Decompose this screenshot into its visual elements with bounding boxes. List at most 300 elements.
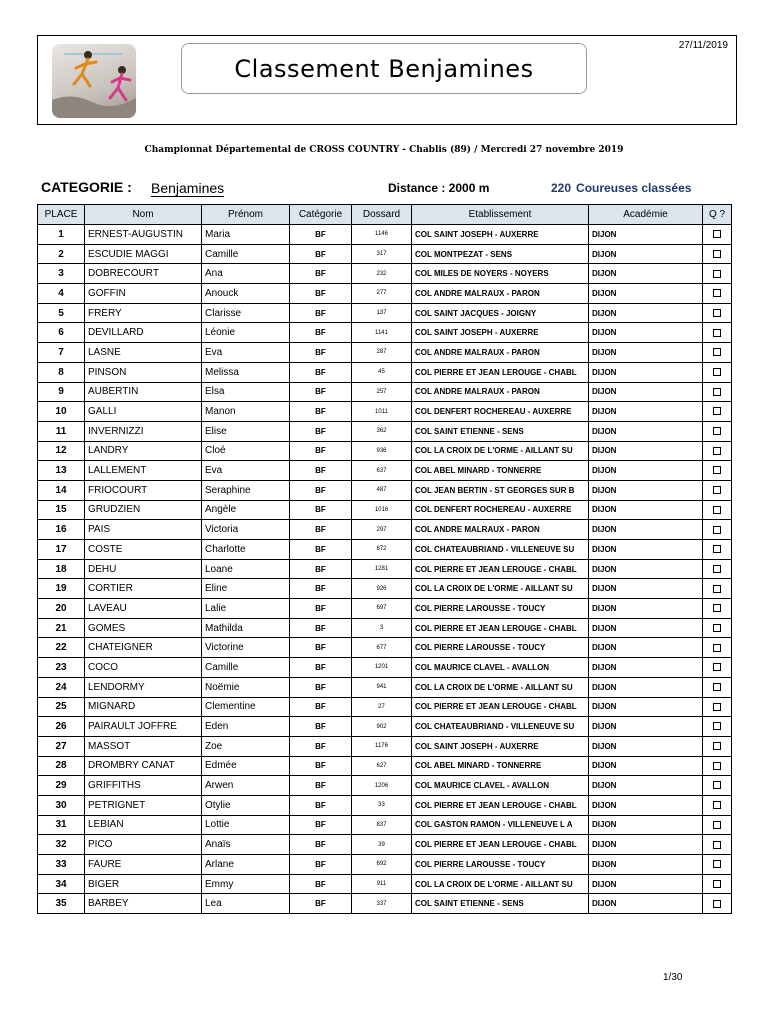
cell-etab: COL ANDRE MALRAUX - PARON xyxy=(412,343,589,363)
table-row xyxy=(38,461,732,481)
cell-acad: DIJON xyxy=(589,244,703,264)
cell-nom: LENDORMY xyxy=(85,677,202,697)
cell-nom: DEVILLARD xyxy=(85,323,202,343)
cell-qualif xyxy=(703,658,732,678)
col-categorie-header: Catégorie xyxy=(290,205,352,225)
cell-nom: AUBERTIN xyxy=(85,382,202,402)
table-header-row xyxy=(38,205,732,225)
cell-prenom: Victoria xyxy=(202,520,290,540)
cell-nom: PICO xyxy=(85,835,202,855)
cell-etab: COL CHATEAUBRIAND - VILLENEUVE SU xyxy=(412,540,589,560)
cell-nom: BARBEY xyxy=(85,894,202,914)
cell-qualif xyxy=(703,264,732,284)
table-row xyxy=(38,677,732,697)
cell-prenom: Victorine xyxy=(202,638,290,658)
table-row xyxy=(38,421,732,441)
table-row xyxy=(38,835,732,855)
category-label: CATEGORIE : xyxy=(41,179,132,195)
cell-place: 32 xyxy=(38,835,85,855)
cell-dossard: 627 xyxy=(352,756,412,776)
cell-acad: DIJON xyxy=(589,421,703,441)
cell-place: 14 xyxy=(38,480,85,500)
col-qualif-header: Q ? xyxy=(703,205,732,225)
cell-cat: BF xyxy=(290,520,352,540)
cell-place: 26 xyxy=(38,717,85,737)
table-row xyxy=(38,638,732,658)
cell-acad: DIJON xyxy=(589,461,703,481)
cell-qualif xyxy=(703,323,732,343)
cell-place: 28 xyxy=(38,756,85,776)
cell-place: 9 xyxy=(38,382,85,402)
cell-qualif xyxy=(703,717,732,737)
cell-nom: LAVEAU xyxy=(85,599,202,619)
cell-etab: COL PIERRE LAROUSSE - TOUCY xyxy=(412,855,589,875)
cell-prenom: Anouck xyxy=(202,284,290,304)
cell-prenom: Eva xyxy=(202,461,290,481)
cell-nom: FRIOCOURT xyxy=(85,480,202,500)
cell-cat: BF xyxy=(290,264,352,284)
table-row xyxy=(38,303,732,323)
cell-acad: DIJON xyxy=(589,835,703,855)
cell-qualif xyxy=(703,638,732,658)
cell-nom: ESCUDIE MAGGI xyxy=(85,244,202,264)
cell-place: 27 xyxy=(38,736,85,756)
cell-acad: DIJON xyxy=(589,264,703,284)
cell-etab: COL SAINT JOSEPH - AUXERRE xyxy=(412,736,589,756)
cell-dossard: 1281 xyxy=(352,559,412,579)
cell-dossard: 277 xyxy=(352,284,412,304)
cell-qualif xyxy=(703,776,732,796)
cell-nom: ERNEST-AUGUSTIN xyxy=(85,225,202,245)
table-row xyxy=(38,402,732,422)
cell-dossard: 697 xyxy=(352,599,412,619)
cell-cat: BF xyxy=(290,441,352,461)
cell-prenom: Arwen xyxy=(202,776,290,796)
cell-acad: DIJON xyxy=(589,697,703,717)
cell-place: 22 xyxy=(38,638,85,658)
cell-acad: DIJON xyxy=(589,756,703,776)
cell-acad: DIJON xyxy=(589,343,703,363)
table-row xyxy=(38,776,732,796)
cell-place: 1 xyxy=(38,225,85,245)
cell-nom: LEBIAN xyxy=(85,815,202,835)
cell-acad: DIJON xyxy=(589,382,703,402)
cell-nom: PETRIGNET xyxy=(85,795,202,815)
qualif-checkbox[interactable] xyxy=(713,250,721,258)
cell-acad: DIJON xyxy=(589,717,703,737)
cell-etab: COL LA CROIX DE L'ORME - AILLANT SU xyxy=(412,677,589,697)
qualif-checkbox[interactable] xyxy=(713,604,721,612)
cell-qualif xyxy=(703,480,732,500)
table-row xyxy=(38,362,732,382)
col-etablissement-header: Etablissement xyxy=(412,205,589,225)
cell-place: 24 xyxy=(38,677,85,697)
qualif-checkbox[interactable] xyxy=(713,526,721,534)
cell-cat: BF xyxy=(290,638,352,658)
cell-prenom: Elsa xyxy=(202,382,290,402)
table-row xyxy=(38,264,732,284)
qualif-checkbox[interactable] xyxy=(713,486,721,494)
cell-cat: BF xyxy=(290,855,352,875)
cell-dossard: 1016 xyxy=(352,500,412,520)
cell-nom: LASNE xyxy=(85,343,202,363)
cell-nom: COSTE xyxy=(85,540,202,560)
qualif-checkbox[interactable] xyxy=(713,447,721,455)
header-box xyxy=(37,35,737,125)
cell-place: 11 xyxy=(38,421,85,441)
cell-place: 3 xyxy=(38,264,85,284)
cell-dossard: 487 xyxy=(352,480,412,500)
cell-prenom: Emmy xyxy=(202,874,290,894)
cell-nom: PINSON xyxy=(85,362,202,382)
cell-place: 30 xyxy=(38,795,85,815)
cell-qualif xyxy=(703,461,732,481)
cell-nom: DEHU xyxy=(85,559,202,579)
cell-nom: GOMES xyxy=(85,618,202,638)
qualif-checkbox[interactable] xyxy=(713,860,721,868)
cell-dossard: 677 xyxy=(352,638,412,658)
cell-nom: PAIS xyxy=(85,520,202,540)
cell-cat: BF xyxy=(290,461,352,481)
cell-nom: LALLEMENT xyxy=(85,461,202,481)
qualif-checkbox[interactable] xyxy=(713,781,721,789)
cell-qualif xyxy=(703,540,732,560)
cell-etab: COL GASTON RAMON - VILLENEUVE L A xyxy=(412,815,589,835)
cell-cat: BF xyxy=(290,795,352,815)
cell-dossard: 941 xyxy=(352,677,412,697)
qualif-checkbox[interactable] xyxy=(713,624,721,632)
cell-nom: COCO xyxy=(85,658,202,678)
cell-nom: DROMBRY CANAT xyxy=(85,756,202,776)
cell-dossard: 692 xyxy=(352,855,412,875)
cell-cat: BF xyxy=(290,874,352,894)
cell-qualif xyxy=(703,599,732,619)
qualif-checkbox[interactable] xyxy=(713,585,721,593)
qualif-checkbox[interactable] xyxy=(713,762,721,770)
table-row xyxy=(38,756,732,776)
table-row xyxy=(38,244,732,264)
table-row xyxy=(38,658,732,678)
cell-etab: COL PIERRE LAROUSSE - TOUCY xyxy=(412,599,589,619)
cell-cat: BF xyxy=(290,579,352,599)
distance-label: Distance : 2000 m xyxy=(388,181,490,195)
cell-acad: DIJON xyxy=(589,579,703,599)
col-prenom-header: Prénom xyxy=(202,205,290,225)
table-row xyxy=(38,323,732,343)
cell-dossard: 287 xyxy=(352,343,412,363)
page-number: 1/30 xyxy=(663,972,683,983)
cell-prenom: Manon xyxy=(202,402,290,422)
cell-acad: DIJON xyxy=(589,894,703,914)
cell-cat: BF xyxy=(290,677,352,697)
cell-qualif xyxy=(703,618,732,638)
cell-cat: BF xyxy=(290,756,352,776)
cell-etab: COL PIERRE ET JEAN LEROUGE - CHABL xyxy=(412,618,589,638)
cell-prenom: Cloé xyxy=(202,441,290,461)
cell-cat: BF xyxy=(290,500,352,520)
cell-etab: COL ANDRE MALRAUX - PARON xyxy=(412,520,589,540)
cell-place: 20 xyxy=(38,599,85,619)
cell-acad: DIJON xyxy=(589,520,703,540)
cell-dossard: 936 xyxy=(352,441,412,461)
cell-acad: DIJON xyxy=(589,795,703,815)
col-nom-header: Nom xyxy=(85,205,202,225)
cell-dossard: 362 xyxy=(352,421,412,441)
cell-cat: BF xyxy=(290,618,352,638)
table-row xyxy=(38,520,732,540)
cell-qualif xyxy=(703,402,732,422)
cell-nom: GOFFIN xyxy=(85,284,202,304)
cell-acad: DIJON xyxy=(589,225,703,245)
cell-nom: DOBRECOURT xyxy=(85,264,202,284)
qualif-checkbox[interactable] xyxy=(713,270,721,278)
qualif-checkbox[interactable] xyxy=(713,348,721,356)
qualif-checkbox[interactable] xyxy=(713,900,721,908)
cell-etab: COL LA CROIX DE L'ORME - AILLANT SU xyxy=(412,441,589,461)
qualif-checkbox[interactable] xyxy=(713,722,721,730)
qualif-checkbox[interactable] xyxy=(713,683,721,691)
col-place-header: PLACE xyxy=(38,205,85,225)
cell-etab: COL DENFERT ROCHEREAU - AUXERRE xyxy=(412,402,589,422)
cell-place: 35 xyxy=(38,894,85,914)
table-row xyxy=(38,441,732,461)
cell-dossard: 45 xyxy=(352,362,412,382)
cell-acad: DIJON xyxy=(589,559,703,579)
cell-prenom: Noëmie xyxy=(202,677,290,697)
qualif-checkbox[interactable] xyxy=(713,801,721,809)
cell-prenom: Eden xyxy=(202,717,290,737)
cell-prenom: Edmée xyxy=(202,756,290,776)
qualif-checkbox[interactable] xyxy=(713,880,721,888)
cell-qualif xyxy=(703,795,732,815)
qualif-checkbox[interactable] xyxy=(713,230,721,238)
table-row xyxy=(38,579,732,599)
cell-cat: BF xyxy=(290,421,352,441)
cell-nom: INVERNIZZI xyxy=(85,421,202,441)
cell-cat: BF xyxy=(290,894,352,914)
cell-qualif xyxy=(703,362,732,382)
cell-etab: COL CHATEAUBRIAND - VILLENEUVE SU xyxy=(412,717,589,737)
cell-place: 7 xyxy=(38,343,85,363)
cell-cat: BF xyxy=(290,303,352,323)
cell-acad: DIJON xyxy=(589,736,703,756)
qualif-checkbox[interactable] xyxy=(713,644,721,652)
cell-etab: COL DENFERT ROCHEREAU - AUXERRE xyxy=(412,500,589,520)
cell-dossard: 3 xyxy=(352,618,412,638)
qualif-checkbox[interactable] xyxy=(713,309,721,317)
cell-qualif xyxy=(703,520,732,540)
cell-acad: DIJON xyxy=(589,855,703,875)
cell-cat: BF xyxy=(290,736,352,756)
table-row xyxy=(38,697,732,717)
cell-nom: CORTIER xyxy=(85,579,202,599)
cell-prenom: Mathilda xyxy=(202,618,290,638)
cell-prenom: Angèle xyxy=(202,500,290,520)
cell-etab: COL MONTPEZAT - SENS xyxy=(412,244,589,264)
cell-qualif xyxy=(703,815,732,835)
cell-dossard: 1146 xyxy=(352,225,412,245)
qualif-checkbox[interactable] xyxy=(713,742,721,750)
cell-qualif xyxy=(703,697,732,717)
cell-place: 12 xyxy=(38,441,85,461)
qualif-checkbox[interactable] xyxy=(713,703,721,711)
cell-cat: BF xyxy=(290,717,352,737)
cell-etab: COL PIERRE ET JEAN LEROUGE - CHABL xyxy=(412,835,589,855)
date-label: 27/11/2019 xyxy=(678,40,728,51)
cell-dossard: 317 xyxy=(352,244,412,264)
page-title: Classement Benjamines xyxy=(181,43,587,94)
cell-dossard: 232 xyxy=(352,264,412,284)
cell-nom: GALLI xyxy=(85,402,202,422)
cell-prenom: Eva xyxy=(202,343,290,363)
cell-etab: COL ABEL MINARD - TONNERRE xyxy=(412,461,589,481)
cell-place: 21 xyxy=(38,618,85,638)
table-row xyxy=(38,225,732,245)
cell-dossard: 257 xyxy=(352,382,412,402)
cell-cat: BF xyxy=(290,382,352,402)
cell-acad: DIJON xyxy=(589,658,703,678)
cell-etab: COL ANDRE MALRAUX - PARON xyxy=(412,382,589,402)
cell-prenom: Melissa xyxy=(202,362,290,382)
cell-qualif xyxy=(703,382,732,402)
cell-qualif xyxy=(703,441,732,461)
table-row xyxy=(38,382,732,402)
cell-cat: BF xyxy=(290,776,352,796)
cell-etab: COL SAINT JACQUES - JOIGNY xyxy=(412,303,589,323)
cell-qualif xyxy=(703,756,732,776)
finishers-number: 220 xyxy=(551,181,572,195)
cell-dossard: 297 xyxy=(352,520,412,540)
cell-dossard: 137 xyxy=(352,303,412,323)
cell-place: 13 xyxy=(38,461,85,481)
cell-nom: CHATEIGNER xyxy=(85,638,202,658)
cell-place: 34 xyxy=(38,874,85,894)
cell-acad: DIJON xyxy=(589,500,703,520)
cell-cat: BF xyxy=(290,835,352,855)
qualif-checkbox[interactable] xyxy=(713,427,721,435)
qualif-checkbox[interactable] xyxy=(713,821,721,829)
cell-etab: COL ANDRE MALRAUX - PARON xyxy=(412,284,589,304)
cell-dossard: 1206 xyxy=(352,776,412,796)
cell-acad: DIJON xyxy=(589,323,703,343)
cell-cat: BF xyxy=(290,323,352,343)
table-row xyxy=(38,540,732,560)
cell-acad: DIJON xyxy=(589,874,703,894)
cell-nom: GRIFFITHS xyxy=(85,776,202,796)
cell-place: 16 xyxy=(38,520,85,540)
qualif-checkbox[interactable] xyxy=(713,368,721,376)
cell-qualif xyxy=(703,225,732,245)
cell-prenom: Anaïs xyxy=(202,835,290,855)
cell-dossard: 926 xyxy=(352,579,412,599)
cross-country-runners-logo-icon xyxy=(52,44,136,118)
table-row xyxy=(38,855,732,875)
qualif-checkbox[interactable] xyxy=(713,565,721,573)
cell-cat: BF xyxy=(290,815,352,835)
table-row xyxy=(38,736,732,756)
cell-etab: COL PIERRE LAROUSSE - TOUCY xyxy=(412,638,589,658)
cell-acad: DIJON xyxy=(589,599,703,619)
table-row xyxy=(38,618,732,638)
cell-acad: DIJON xyxy=(589,815,703,835)
cell-prenom: Eline xyxy=(202,579,290,599)
cell-prenom: Lottie xyxy=(202,815,290,835)
cell-cat: BF xyxy=(290,658,352,678)
cell-etab: COL SAINT ETIENNE - SENS xyxy=(412,894,589,914)
qualif-checkbox[interactable] xyxy=(713,388,721,396)
cell-place: 23 xyxy=(38,658,85,678)
event-subtitle: Championnat Départemental de CROSS COUNTRY - Chablis (89) / Mercredi 27 novembre 2019 xyxy=(144,145,624,155)
cell-dossard: 902 xyxy=(352,717,412,737)
qualif-checkbox[interactable] xyxy=(713,466,721,474)
cell-etab: COL MILES DE NOYERS - NOYERS xyxy=(412,264,589,284)
qualif-checkbox[interactable] xyxy=(713,289,721,297)
cell-place: 8 xyxy=(38,362,85,382)
table-body xyxy=(38,225,732,914)
cell-qualif xyxy=(703,677,732,697)
cell-qualif xyxy=(703,284,732,304)
cell-qualif xyxy=(703,894,732,914)
cell-acad: DIJON xyxy=(589,677,703,697)
cell-prenom: Loane xyxy=(202,559,290,579)
cell-etab: COL SAINT JOSEPH - AUXERRE xyxy=(412,323,589,343)
cell-prenom: Lea xyxy=(202,894,290,914)
cell-nom: GRUDZIEN xyxy=(85,500,202,520)
cell-etab: COL SAINT JOSEPH - AUXERRE xyxy=(412,225,589,245)
cell-etab: COL PIERRE ET JEAN LEROUGE - CHABL xyxy=(412,362,589,382)
cell-dossard: 837 xyxy=(352,815,412,835)
cell-place: 6 xyxy=(38,323,85,343)
cell-cat: BF xyxy=(290,343,352,363)
finishers-label: Coureuses classées xyxy=(576,181,692,195)
cell-prenom: Otylie xyxy=(202,795,290,815)
cell-dossard: 27 xyxy=(352,697,412,717)
cell-acad: DIJON xyxy=(589,540,703,560)
cell-etab: COL ABEL MINARD - TONNERRE xyxy=(412,756,589,776)
cell-qualif xyxy=(703,855,732,875)
cell-cat: BF xyxy=(290,225,352,245)
cell-acad: DIJON xyxy=(589,362,703,382)
qualif-checkbox[interactable] xyxy=(713,329,721,337)
cell-prenom: Arlane xyxy=(202,855,290,875)
cell-qualif xyxy=(703,874,732,894)
cell-prenom: Elise xyxy=(202,421,290,441)
cell-place: 4 xyxy=(38,284,85,304)
cell-place: 17 xyxy=(38,540,85,560)
qualif-checkbox[interactable] xyxy=(713,407,721,415)
table-row xyxy=(38,795,732,815)
table-row xyxy=(38,717,732,737)
cell-acad: DIJON xyxy=(589,618,703,638)
cell-place: 10 xyxy=(38,402,85,422)
cell-dossard: 911 xyxy=(352,874,412,894)
table-row xyxy=(38,284,732,304)
qualif-checkbox[interactable] xyxy=(713,663,721,671)
table-row xyxy=(38,500,732,520)
cell-acad: DIJON xyxy=(589,284,703,304)
cell-cat: BF xyxy=(290,362,352,382)
qualif-checkbox[interactable] xyxy=(713,545,721,553)
cell-etab: COL PIERRE ET JEAN LEROUGE - CHABL xyxy=(412,559,589,579)
qualif-checkbox[interactable] xyxy=(713,506,721,514)
cell-acad: DIJON xyxy=(589,441,703,461)
cell-qualif xyxy=(703,244,732,264)
cell-dossard: 1141 xyxy=(352,323,412,343)
table-row xyxy=(38,599,732,619)
cell-nom: MIGNARD xyxy=(85,697,202,717)
cell-acad: DIJON xyxy=(589,303,703,323)
qualif-checkbox[interactable] xyxy=(713,841,721,849)
